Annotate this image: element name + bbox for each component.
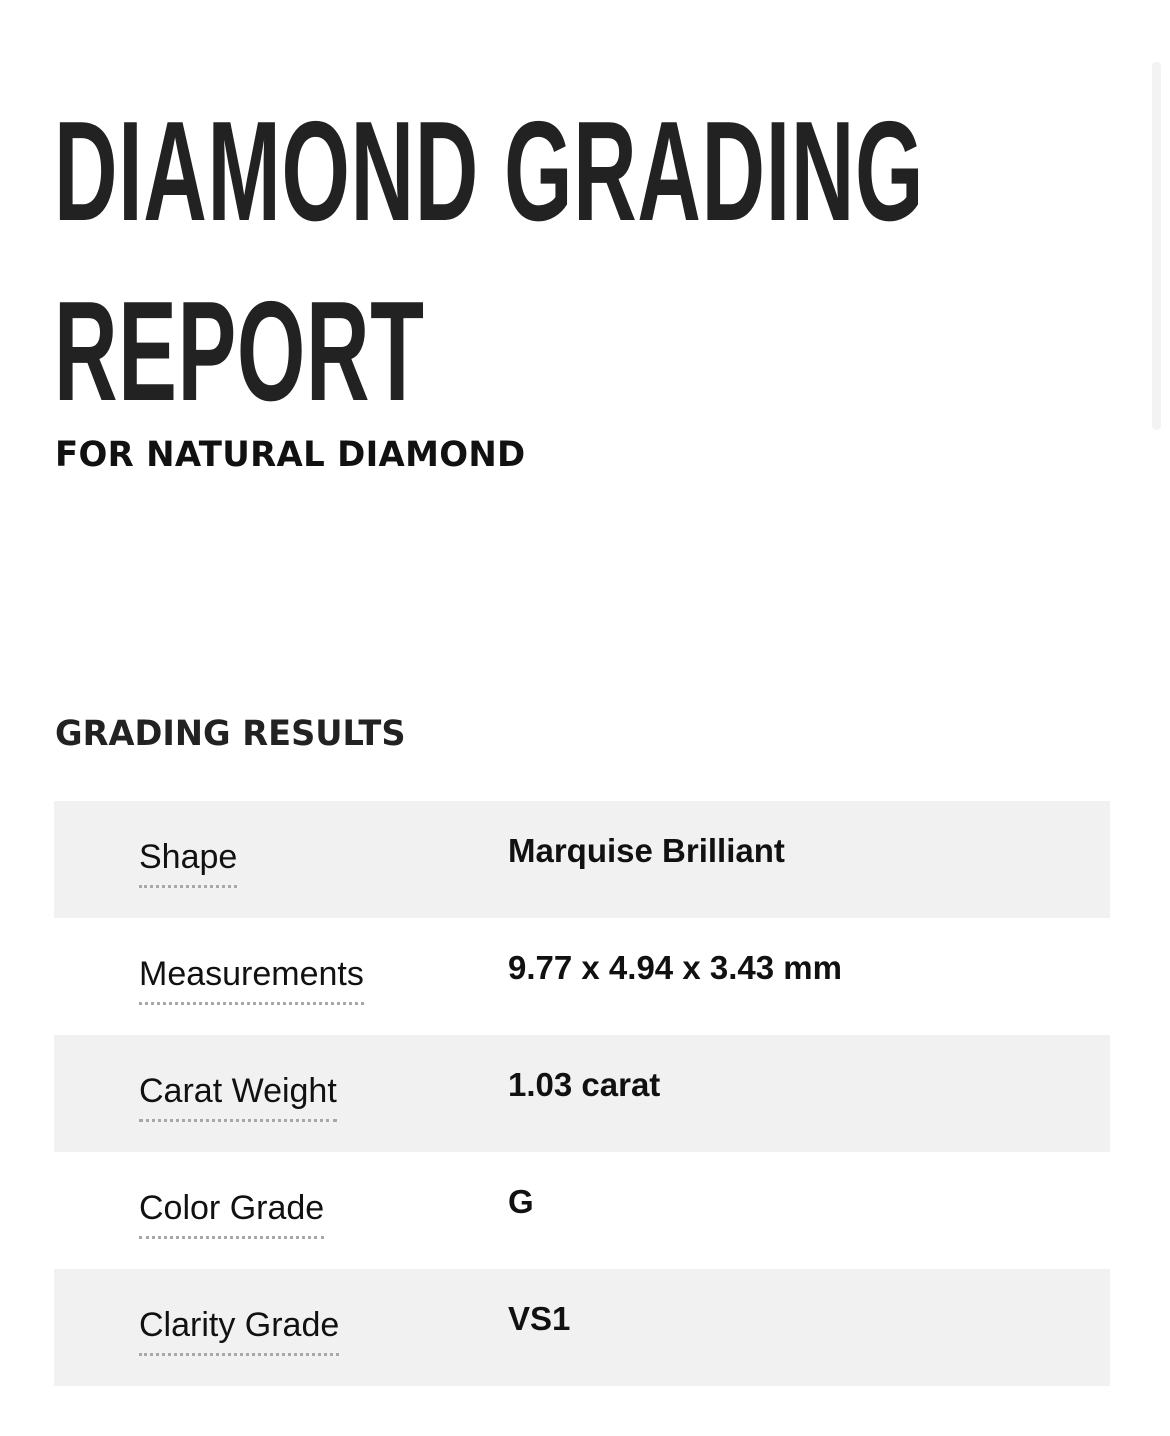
grading-results-table [54, 801, 1110, 1386]
title-line-2: REPORT [54, 272, 425, 431]
shape-label[interactable]: Shape [139, 835, 237, 888]
measurements-label[interactable]: Measurements [139, 952, 364, 1005]
page-title [54, 82, 924, 442]
color-grade-value: G [508, 1183, 534, 1220]
color-grade-label[interactable]: Color Grade [139, 1186, 324, 1239]
result-row-color-grade [54, 1152, 1110, 1269]
clarity-grade-label[interactable]: Clarity Grade [139, 1303, 339, 1356]
title-line-1: DIAMOND GRADING [54, 92, 925, 251]
scrollbar-track[interactable] [1152, 62, 1161, 430]
result-row-shape [54, 801, 1110, 918]
result-row-carat-weight [54, 1035, 1110, 1152]
result-row-measurements [54, 918, 1110, 1035]
carat-weight-label[interactable]: Carat Weight [139, 1069, 337, 1122]
page-subtitle: FOR NATURAL DIAMOND [55, 435, 526, 475]
carat-weight-value: 1.03 carat [508, 1066, 661, 1103]
shape-value: Marquise Brilliant [508, 832, 785, 869]
grading-results-heading: GRADING RESULTS [55, 714, 406, 754]
measurements-value: 9.77 x 4.94 x 3.43 mm [508, 949, 842, 986]
clarity-grade-value: VS1 [508, 1300, 571, 1337]
result-row-clarity-grade [54, 1269, 1110, 1386]
